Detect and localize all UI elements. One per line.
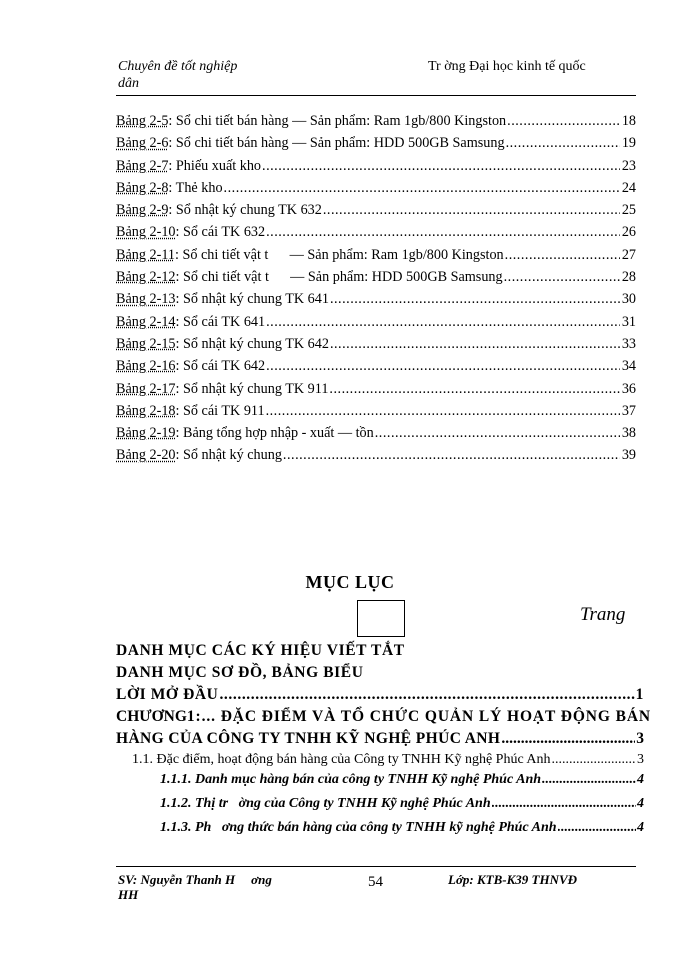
toc-diagram-label: DANH MỤC SƠ ĐỒ, BẢNG BIỂU bbox=[116, 664, 364, 681]
dot-leader bbox=[219, 686, 634, 704]
student-name-part1: SV: Nguyễn Thanh H bbox=[118, 872, 236, 887]
table-page: 36 bbox=[621, 380, 636, 397]
table-page: 28 bbox=[621, 269, 636, 286]
table-title: : Sổ cái TK 641 bbox=[175, 313, 266, 330]
table-list-item[interactable] bbox=[116, 447, 636, 469]
toc-subsection-1-1-1[interactable] bbox=[116, 772, 644, 796]
toc-intro-page: 1 bbox=[635, 686, 644, 703]
toc-abbrev-heading[interactable] bbox=[116, 642, 644, 664]
subsection-page: 4 bbox=[637, 796, 644, 811]
table-list-item[interactable] bbox=[116, 336, 636, 358]
student-name-part2: ơng bbox=[251, 872, 272, 887]
dot-leader bbox=[552, 752, 636, 768]
table-title: : Thẻ kho bbox=[168, 179, 223, 196]
table-title: : Sổ chi tiết vật t — Sản phẩm: HDD 500GB Samsung bbox=[175, 269, 503, 286]
chapter-title-line2: HÀNG CỦA CÔNG TY TNHH KỸ NGHỆ PHÚC ANH bbox=[116, 730, 501, 747]
table-list-item[interactable] bbox=[116, 314, 636, 336]
table-list-item[interactable] bbox=[116, 291, 636, 313]
chapter-prefix: CHƯƠNG bbox=[116, 708, 187, 725]
table-code[interactable]: Bảng 2-6 bbox=[116, 135, 169, 152]
table-title: : Sổ nhật ký chung TK 641 bbox=[175, 291, 329, 308]
table-code[interactable]: Bảng 2-8 bbox=[116, 179, 169, 196]
dot-leader bbox=[504, 269, 620, 286]
table-title: : Phiếu xuất kho bbox=[168, 157, 262, 174]
table-code[interactable]: Bảng 2-19 bbox=[116, 425, 176, 442]
table-list-item[interactable] bbox=[116, 381, 636, 403]
table-code[interactable]: Bảng 2-16 bbox=[116, 358, 176, 375]
table-title: : Sổ cái TK 632 bbox=[175, 224, 266, 241]
table-list-item[interactable] bbox=[116, 247, 636, 269]
subsection-label: 1.1.2. Thị tr ờng của Công ty TNHH Kỹ nghệ Phúc Anh bbox=[160, 796, 491, 811]
toc-intro-label: LỜI MỞ ĐẦU bbox=[116, 686, 219, 703]
table-page: 24 bbox=[621, 179, 636, 196]
table-page: 38 bbox=[621, 425, 636, 442]
table-title: : Sổ chi tiết bán hàng — Sản phẩm: Ram 1gb/800 Kingston bbox=[168, 113, 507, 129]
section-label: 1.1. Đặc điểm, hoạt động bán hàng của Công ty TNHH Kỹ nghệ Phúc Anh bbox=[132, 752, 551, 767]
subsection-page: 4 bbox=[637, 820, 644, 835]
empty-placeholder-box bbox=[357, 600, 405, 637]
table-list-item[interactable] bbox=[116, 135, 636, 157]
table-page: 37 bbox=[621, 402, 636, 419]
table-page: 27 bbox=[621, 246, 636, 263]
table-list-item[interactable] bbox=[116, 403, 636, 425]
table-page: 33 bbox=[621, 335, 636, 352]
table-code[interactable]: Bảng 2-17 bbox=[116, 380, 176, 397]
table-list-item[interactable] bbox=[116, 425, 636, 447]
toc-subsection-1-1-2[interactable] bbox=[116, 796, 644, 820]
table-title: : Sổ nhật ký chung TK 632 bbox=[168, 202, 322, 219]
table-code[interactable]: Bảng 2-12 bbox=[116, 269, 176, 286]
dot-leader bbox=[507, 113, 620, 130]
table-list-item[interactable] bbox=[116, 224, 636, 246]
dot-leader bbox=[375, 425, 620, 442]
table-title: : Sổ cái TK 642 bbox=[175, 358, 266, 375]
dot-leader bbox=[501, 730, 635, 748]
table-page: 34 bbox=[621, 358, 636, 375]
toc-chapter1-line2[interactable] bbox=[116, 730, 644, 752]
subsection-label: 1.1.3. Ph ơng thức bán hàng của công ty TNHH kỹ nghệ Phúc Anh bbox=[160, 820, 557, 835]
table-page: 30 bbox=[621, 291, 636, 308]
toc-section-1-1[interactable] bbox=[116, 752, 644, 772]
dot-leader bbox=[505, 247, 620, 264]
table-page: 25 bbox=[621, 202, 636, 219]
chapter-title-line1: 1:... ĐẶC ĐIỂM VÀ TỔ CHỨC QUẢN LÝ HOẠT ĐỘNG BÁN bbox=[186, 708, 652, 725]
toc-subsection-1-1-3[interactable] bbox=[116, 820, 644, 844]
table-list-item[interactable] bbox=[116, 269, 636, 291]
table-title: : Sổ nhật ký chung bbox=[175, 447, 282, 464]
table-code[interactable]: Bảng 2-14 bbox=[116, 313, 176, 330]
table-code[interactable]: Bảng 2-13 bbox=[116, 291, 176, 308]
table-page: 23 bbox=[621, 157, 636, 174]
header-left-line2: dân bbox=[118, 76, 139, 91]
student-name-line1 bbox=[118, 872, 272, 887]
table-title: : Sổ cái TK 911 bbox=[175, 402, 265, 419]
table-title: : Bảng tổng hợp nhập - xuất — tồn bbox=[175, 425, 374, 442]
section-page: 3 bbox=[637, 752, 644, 767]
toc-intro-entry[interactable] bbox=[116, 686, 644, 708]
table-code[interactable]: Bảng 2-11 bbox=[116, 246, 175, 263]
dot-leader bbox=[266, 358, 620, 375]
table-page: 19 bbox=[621, 135, 636, 152]
page-number: 54 bbox=[368, 874, 383, 890]
table-title: : Sổ nhật ký chung TK 642 bbox=[175, 335, 329, 352]
dot-leader bbox=[558, 820, 636, 836]
table-title: : Sổ nhật ký chung TK 911 bbox=[175, 380, 329, 397]
toc-chapter1-line1[interactable] bbox=[116, 708, 652, 730]
table-title: : Sổ chi tiết vật t — Sản phẩm: Ram 1gb/800 Kingston bbox=[174, 246, 504, 263]
table-code[interactable]: Bảng 2-7 bbox=[116, 157, 169, 174]
dot-leader bbox=[330, 336, 620, 353]
toc-title: MỤC LỤC bbox=[305, 572, 395, 592]
dot-leader bbox=[329, 381, 619, 398]
table-list bbox=[116, 113, 636, 470]
dot-leader bbox=[266, 224, 620, 241]
table-list-item[interactable] bbox=[116, 180, 636, 202]
header-divider bbox=[116, 95, 636, 96]
table-list-item[interactable] bbox=[116, 358, 636, 380]
chapter-page: 3 bbox=[636, 730, 644, 747]
dot-leader bbox=[323, 202, 620, 219]
dot-leader bbox=[266, 314, 620, 331]
subsection-label: 1.1.1. Danh mục hàng bán của công ty TNHH Kỹ nghệ Phúc Anh bbox=[160, 772, 542, 787]
table-title: : Sổ chi tiết bán hàng — Sản phẩm: HDD 500GB Samsung bbox=[168, 135, 505, 152]
table-code[interactable]: Bảng 2-5 bbox=[116, 113, 169, 129]
footer-divider bbox=[116, 866, 636, 867]
table-list-item[interactable] bbox=[116, 113, 636, 135]
table-of-contents bbox=[116, 642, 652, 844]
toc-page-column-label: Trang bbox=[580, 604, 626, 625]
dot-leader bbox=[266, 403, 620, 420]
dot-leader bbox=[330, 291, 620, 308]
dot-leader bbox=[262, 158, 620, 175]
table-list-item[interactable] bbox=[116, 158, 636, 180]
header-university: Tr ờng Đại học kinh tế quốc bbox=[428, 59, 586, 74]
footer-student bbox=[118, 872, 272, 902]
dot-leader bbox=[506, 135, 620, 152]
dot-leader bbox=[542, 772, 636, 788]
table-list-item[interactable] bbox=[116, 202, 636, 224]
footer-class: Lớp: KTB-K39 THNVĐ bbox=[448, 872, 578, 887]
table-page: 26 bbox=[621, 224, 636, 241]
toc-abbrev-label: DANH MỤC CÁC KÝ HIỆU VIẾT TẮT bbox=[116, 642, 405, 659]
table-page: 39 bbox=[621, 447, 636, 464]
dot-leader bbox=[224, 180, 620, 197]
dot-leader bbox=[283, 447, 620, 464]
table-code[interactable]: Bảng 2-9 bbox=[116, 202, 169, 219]
student-name-line2: HH bbox=[118, 887, 139, 902]
table-code[interactable]: Bảng 2-20 bbox=[116, 447, 176, 464]
table-code[interactable]: Bảng 2-10 bbox=[116, 224, 176, 241]
header-document-type bbox=[118, 58, 237, 92]
toc-diagram-heading[interactable] bbox=[116, 664, 644, 686]
dot-leader bbox=[492, 796, 636, 812]
header-left-line1: Chuyên đề tốt nghiệp bbox=[118, 59, 238, 74]
table-code[interactable]: Bảng 2-15 bbox=[116, 335, 176, 352]
table-code[interactable]: Bảng 2-18 bbox=[116, 402, 176, 419]
table-page: 18 bbox=[621, 113, 636, 129]
table-page: 31 bbox=[621, 313, 636, 330]
subsection-page: 4 bbox=[637, 772, 644, 787]
